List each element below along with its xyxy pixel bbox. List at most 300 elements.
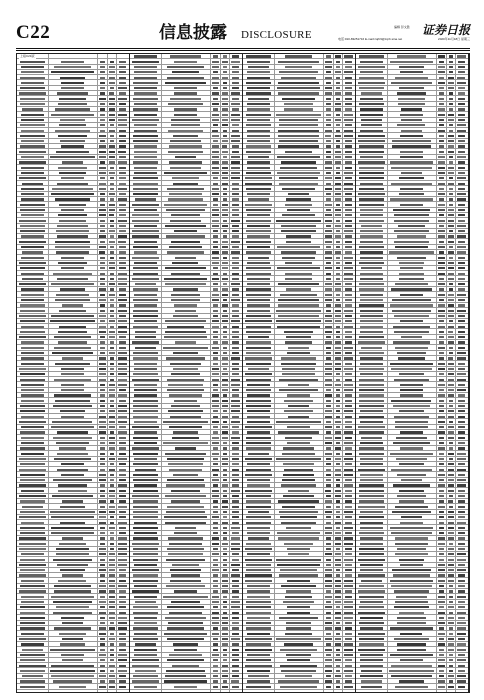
table-cell — [400, 71, 423, 73]
table-cell — [391, 167, 432, 169]
table-cell — [345, 235, 351, 237]
table-cell — [245, 373, 272, 375]
table-cell — [19, 315, 46, 317]
table-cell — [399, 193, 425, 195]
table-cell — [248, 336, 270, 338]
table-cell — [109, 209, 114, 211]
table-cell — [20, 585, 45, 587]
table-cell — [213, 341, 218, 343]
table-cell — [20, 331, 46, 333]
table-cell — [174, 108, 197, 110]
table-cell — [359, 283, 385, 285]
table-cell — [99, 246, 105, 248]
table-cell — [110, 341, 114, 343]
table-cell — [448, 490, 453, 492]
table-cell — [99, 426, 106, 428]
table-cell — [248, 453, 270, 455]
table-cell — [458, 214, 465, 216]
table-cell — [222, 437, 227, 439]
table-cell — [344, 474, 353, 476]
table-cell — [336, 569, 341, 571]
table-cell — [133, 135, 158, 137]
table-cell — [345, 108, 353, 110]
table-cell — [325, 320, 332, 322]
table-cell — [133, 357, 158, 359]
table-cell — [99, 686, 106, 688]
table-cell — [99, 156, 105, 158]
table-cell — [134, 209, 158, 211]
table-cell — [326, 447, 332, 449]
table-cell — [212, 442, 219, 444]
table-cell — [99, 675, 105, 677]
table-cell — [100, 92, 106, 94]
table-cell — [110, 124, 115, 126]
table-column — [243, 54, 356, 692]
table-cell — [119, 606, 127, 608]
table-cell — [439, 442, 445, 444]
table-cell — [395, 426, 428, 428]
table-cell — [213, 532, 218, 534]
table-cell — [391, 183, 433, 185]
table-cell — [99, 416, 105, 418]
table-cell — [335, 585, 340, 587]
table-cell — [213, 522, 218, 524]
table-cell — [439, 553, 444, 555]
table-cell — [119, 103, 126, 105]
table-cell — [100, 606, 106, 608]
table-cell — [448, 384, 454, 386]
table-cell — [57, 183, 89, 185]
table-cell — [335, 431, 341, 433]
table-cell — [335, 225, 340, 227]
table-cell — [54, 458, 92, 460]
table-cell — [458, 283, 466, 285]
table-cell — [20, 124, 44, 126]
table-cell — [21, 140, 43, 142]
table-cell — [21, 357, 44, 359]
table-cell — [51, 426, 94, 428]
table-cell — [51, 532, 93, 534]
table-cell — [345, 262, 351, 264]
table-cell — [344, 188, 352, 190]
table-cell — [119, 437, 126, 439]
table-cell — [326, 193, 331, 195]
table-cell — [448, 273, 454, 275]
table-cell — [164, 204, 207, 206]
table-cell — [284, 643, 313, 645]
table-cell — [326, 654, 331, 656]
table-cell — [457, 553, 466, 555]
table-cell — [401, 336, 422, 338]
table-cell — [232, 495, 239, 497]
table-cell — [222, 665, 228, 667]
table-cell — [61, 267, 84, 269]
table-cell — [61, 82, 83, 84]
table-cell — [213, 384, 218, 386]
table-cell — [110, 167, 114, 169]
table-cell — [223, 55, 227, 57]
table-cell — [360, 601, 383, 603]
table-cell — [325, 283, 332, 285]
table-cell — [222, 638, 227, 640]
table-cell — [458, 426, 465, 428]
table-cell — [212, 214, 218, 216]
table-cell — [439, 61, 445, 63]
table-row — [243, 684, 355, 689]
table-cell — [222, 108, 227, 110]
table-cell — [21, 299, 44, 301]
table-cell — [50, 511, 94, 513]
table-cell — [344, 559, 352, 561]
table-cell — [118, 98, 126, 100]
table-cell — [133, 627, 157, 629]
table-cell — [212, 379, 218, 381]
table-cell — [60, 522, 84, 524]
table-cell — [22, 251, 44, 253]
table-cell — [213, 230, 219, 232]
table-cell — [231, 161, 240, 163]
table-cell — [345, 315, 352, 317]
table-cell — [223, 659, 227, 661]
table-cell — [213, 410, 219, 412]
table-cell — [438, 543, 444, 545]
table-cell — [344, 389, 352, 391]
table-cell — [401, 479, 423, 481]
table-cell — [231, 564, 239, 566]
table-cell — [325, 368, 332, 370]
table-cell — [51, 516, 95, 518]
table-cell — [100, 643, 105, 645]
table-cell — [438, 108, 444, 110]
table-cell — [222, 172, 227, 174]
table-cell — [119, 447, 125, 449]
table-cell — [438, 612, 445, 614]
table-cell — [448, 516, 454, 518]
table-cell — [336, 574, 341, 576]
table-cell — [110, 479, 115, 481]
table-cell — [172, 564, 198, 566]
table-cell — [134, 172, 156, 174]
table-cell — [246, 352, 270, 354]
table-cell — [247, 299, 269, 301]
table-cell — [133, 516, 158, 518]
table-cell — [344, 686, 352, 688]
table-cell — [52, 495, 92, 497]
table-cell — [344, 347, 352, 349]
table-cell — [172, 71, 199, 73]
table-cell — [100, 394, 105, 396]
table-cell — [345, 622, 352, 624]
table-cell — [134, 262, 157, 264]
table-cell — [248, 675, 270, 677]
table-cell — [212, 347, 219, 349]
table-cell — [458, 336, 465, 338]
table-cell — [394, 241, 428, 243]
table-cell — [438, 220, 445, 222]
table-cell — [285, 633, 312, 635]
table-cell — [345, 463, 353, 465]
table-cell — [245, 177, 271, 179]
table-cell — [133, 638, 158, 640]
table-cell — [247, 617, 270, 619]
table-cell — [100, 347, 105, 349]
table-cell — [325, 326, 331, 328]
table-cell — [133, 405, 159, 407]
table-cell — [20, 230, 45, 232]
table-cell — [359, 55, 385, 57]
table-cell — [232, 426, 238, 428]
table-cell — [232, 659, 240, 661]
table-cell — [231, 251, 239, 253]
table-cell — [119, 193, 126, 195]
table-cell — [247, 135, 270, 137]
table-cell — [448, 172, 453, 174]
table-cell — [247, 103, 270, 105]
table-cell — [359, 77, 384, 79]
table-cell — [134, 320, 156, 322]
table-cell — [169, 246, 202, 248]
table-cell — [458, 299, 464, 301]
table-cell — [325, 379, 332, 381]
table-cell — [134, 87, 158, 89]
table-cell — [58, 490, 87, 492]
table-cell — [213, 627, 218, 629]
table-cell — [439, 288, 445, 290]
table-cell — [344, 267, 352, 269]
table-cell — [359, 622, 383, 624]
table-cell — [119, 675, 126, 677]
table-cell — [222, 590, 227, 592]
table-cell — [458, 564, 465, 566]
table-cell — [280, 649, 318, 651]
table-cell — [335, 214, 341, 216]
table-cell — [344, 612, 353, 614]
table-cell — [132, 257, 158, 259]
table-cell — [232, 585, 239, 587]
table-cell — [223, 352, 228, 354]
table-cell — [247, 479, 270, 481]
table-cell — [325, 659, 332, 661]
table-cell — [20, 447, 45, 449]
table-cell — [359, 532, 385, 534]
table-cell — [169, 161, 202, 163]
table-cell — [276, 310, 320, 312]
table-cell — [335, 474, 341, 476]
table-cell — [169, 543, 202, 545]
table-cell — [401, 172, 421, 174]
table-cell — [51, 665, 94, 667]
table-cell — [247, 410, 270, 412]
table-cell — [169, 654, 202, 656]
table-cell — [279, 574, 317, 576]
table-cell — [20, 87, 46, 89]
table-cell — [345, 416, 352, 418]
table-cell — [232, 469, 240, 471]
table-cell — [168, 537, 203, 539]
table-cell — [335, 559, 340, 561]
table-cell — [325, 680, 331, 682]
table-cell — [166, 511, 204, 513]
table-cell — [246, 601, 271, 603]
table-cell — [21, 341, 45, 343]
table-cell — [279, 119, 318, 121]
table-cell — [278, 145, 319, 147]
table-cell — [100, 463, 105, 465]
table-cell — [344, 278, 352, 280]
table-cell — [109, 108, 114, 110]
table-cell — [358, 612, 384, 614]
table-cell — [19, 421, 45, 423]
table-cell — [223, 421, 227, 423]
table-cell — [135, 643, 157, 645]
table-cell — [285, 596, 312, 598]
table-cell — [22, 506, 44, 508]
table-cell — [458, 654, 465, 656]
table-cell — [345, 437, 352, 439]
table-cell — [276, 458, 321, 460]
table-cell — [171, 574, 201, 576]
table-cell — [449, 193, 454, 195]
table-cell — [457, 310, 466, 312]
table-cell — [232, 347, 238, 349]
table-cell — [358, 426, 384, 428]
table-cell — [344, 643, 352, 645]
table-cell — [110, 368, 115, 370]
table-cell — [391, 675, 433, 677]
table-cell — [458, 220, 465, 222]
table-cell — [449, 506, 453, 508]
table-cell — [134, 622, 157, 624]
table-cell — [438, 474, 445, 476]
table-cell — [174, 92, 197, 94]
table-cell — [390, 61, 433, 63]
table-cell — [118, 416, 126, 418]
table-cell — [325, 92, 332, 94]
table-cell — [171, 273, 201, 275]
table-cell — [109, 574, 115, 576]
table-cell — [360, 617, 383, 619]
table-cell — [325, 341, 331, 343]
table-cell — [110, 400, 115, 402]
table-cell — [171, 241, 201, 243]
table-cell — [439, 389, 444, 391]
table-cell — [213, 580, 218, 582]
table-cell — [213, 659, 219, 661]
table-cell — [345, 553, 351, 555]
table-cell — [325, 500, 331, 502]
table-cell — [61, 654, 84, 656]
table-cell — [458, 315, 465, 317]
table-cell — [232, 416, 239, 418]
table-cell — [110, 453, 115, 455]
table-cell — [170, 580, 201, 582]
table-cell — [52, 421, 92, 423]
table-cell — [222, 246, 227, 248]
table-cell — [167, 606, 204, 608]
table-cell — [232, 453, 240, 455]
table-cell — [99, 373, 106, 375]
table-cell — [20, 135, 44, 137]
table-cell — [247, 421, 270, 423]
table-cell — [325, 135, 331, 137]
table-cell — [345, 87, 353, 89]
table-cell — [231, 92, 240, 94]
table-cell — [213, 389, 219, 391]
table-cell — [118, 421, 126, 423]
table-cell — [345, 574, 352, 576]
table-cell — [288, 347, 309, 349]
table-cell — [118, 537, 127, 539]
table-cell — [360, 61, 382, 63]
table-cell — [222, 161, 228, 163]
table-cell — [449, 612, 453, 614]
table-cell — [19, 177, 45, 179]
table-cell — [135, 469, 157, 471]
table-cell — [247, 394, 270, 396]
table-cell — [20, 569, 44, 571]
table-cell — [448, 251, 454, 253]
table-cell — [222, 379, 228, 381]
table-cell — [288, 405, 310, 407]
table-cell — [119, 453, 127, 455]
table-cell — [223, 569, 227, 571]
table-cell — [20, 204, 46, 206]
table-cell — [99, 500, 106, 502]
table-cell — [457, 559, 465, 561]
table-cell — [448, 564, 454, 566]
table-cell — [118, 506, 127, 508]
table-cell — [392, 569, 431, 571]
table-cell — [336, 299, 341, 301]
table-cell — [449, 55, 454, 57]
table-cell — [110, 251, 114, 253]
table-cell — [336, 140, 341, 142]
table-cell — [50, 156, 94, 158]
table-cell — [438, 230, 444, 232]
table-cell — [335, 103, 341, 105]
table-cell — [118, 310, 126, 312]
table-cell — [212, 92, 219, 94]
table-cell — [336, 82, 341, 84]
table-cell — [213, 204, 219, 206]
table-cell — [20, 474, 45, 476]
table-cell — [118, 220, 126, 222]
table-cell — [168, 410, 202, 412]
table-cell — [222, 543, 227, 545]
table-cell — [325, 167, 331, 169]
table-cell — [457, 633, 466, 635]
table-cell — [134, 421, 157, 423]
table-cell — [358, 506, 385, 508]
table-cell — [118, 114, 126, 116]
table-cell — [133, 527, 157, 529]
table-cell — [100, 241, 105, 243]
table-cell — [99, 145, 105, 147]
table-cell — [109, 686, 114, 688]
table-cell — [394, 638, 428, 640]
table-cell — [438, 537, 444, 539]
table-cell — [344, 273, 353, 275]
table-cell — [344, 654, 352, 656]
table-cell — [19, 574, 45, 576]
table-cell — [223, 347, 228, 349]
table-cell — [134, 71, 157, 73]
table-cell — [54, 347, 91, 349]
table-cell — [247, 193, 269, 195]
table-cell — [247, 384, 270, 386]
table-cell — [457, 357, 465, 359]
table-cell — [284, 103, 313, 105]
